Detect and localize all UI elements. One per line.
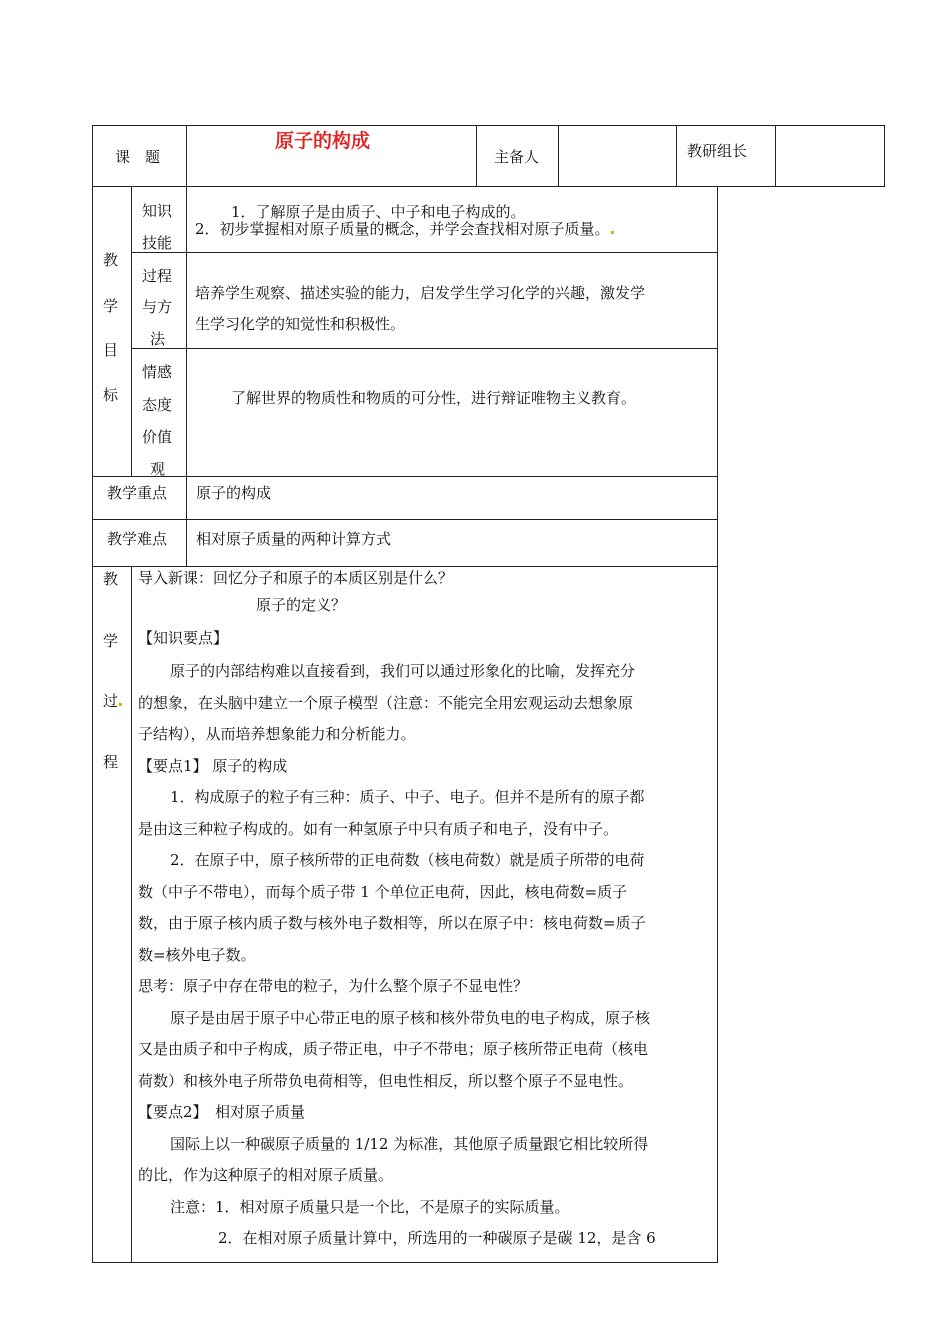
annotation-mark: [119, 703, 122, 706]
process-line: 又是由质子和中子构成，质子带正电，中子不带电；原子核所带正电荷（核电: [138, 1040, 649, 1058]
objectives-label-char: 教: [103, 251, 119, 269]
process-line: 2．在原子中，原子核所带的正电荷数（核电荷数）就是质子所带的电荷: [170, 851, 645, 869]
process-line: 数（中子不带电），而每个质子带 1 个单位正电荷，因此，核电荷数=质子: [138, 882, 628, 901]
key-point-label: 教学重点: [107, 484, 168, 502]
objectives-label-divider: [131, 186, 132, 477]
emotion-label-line: 观: [150, 460, 166, 478]
process-label-divider: [131, 566, 132, 1263]
process-line: 数=核外电子数。: [138, 945, 256, 964]
emotion-text: 了解世界的物质性和物质的可分性，进行辩证唯物主义教育。: [231, 389, 637, 407]
key-point-value: 原子的构成: [196, 484, 272, 502]
knowledge-text-line: 1．了解原子是由质子、中子和电子构成的。: [231, 203, 526, 221]
process-line: 原子的内部结构难以直接看到，我们可以通过形象化的比喻，发挥充分: [170, 662, 636, 680]
process-text-line: 生学习化学的知觉性和积极性。: [195, 315, 406, 333]
table-top-border: [92, 125, 885, 126]
process-label-char: 程: [103, 753, 119, 771]
difficulty-value: 相对原子质量的两种计算方式: [196, 530, 392, 548]
process-line: 2．在相对原子质量计算中，所选用的一种碳原子是碳 12，是含 6: [218, 1229, 656, 1247]
process-line: 思考：原子中存在带电的粒子，为什么整个原子不显电性？: [138, 977, 529, 995]
process-label-line: 与方: [142, 298, 173, 316]
process-line: 导入新课：回忆分子和原子的本质区别是什么？: [138, 569, 454, 587]
process-line: 是由这三种粒子构成的。如有一种氢原子中只有质子和电子，没有中子。: [138, 819, 619, 838]
process-text-line: 培养学生观察、描述实验的能力，启发学生学习化学的兴趣，激发学: [195, 284, 646, 302]
emotion-label-line: 态度: [142, 396, 173, 414]
process-label-char: 过: [103, 690, 123, 711]
process-line: 【要点2】 相对原子质量: [138, 1103, 306, 1121]
header-col-3: [558, 125, 559, 187]
process-line: 原子是由居于原子中心带正电的原子核和核外带负电的电子构成，原子核: [170, 1008, 651, 1027]
emotion-label-line: 情感: [142, 363, 173, 381]
table-left-border: [92, 125, 93, 1263]
process-line: 原子的定义？: [256, 596, 347, 614]
header-row-bottom: [92, 186, 885, 187]
process-line: 【要点1】 原子的构成: [138, 756, 288, 775]
table-right-border: [717, 186, 718, 1263]
objectives-label-char: 目: [103, 341, 119, 359]
knowledge-label-line: 技能: [142, 234, 173, 252]
header-col-2: [476, 125, 477, 187]
header-col-1: [186, 125, 187, 187]
process-line: 注意：1．相对原子质量只是一个比，不是原子的实际质量。: [170, 1197, 570, 1216]
topic-label: 课 题: [115, 148, 161, 166]
process-line: 子结构），从而培养想象能力和分析能力。: [138, 725, 416, 743]
process-label-char: 学: [103, 632, 119, 650]
emotion-label-line: 价值: [142, 428, 173, 446]
process-line: 的比，作为这种原子的相对原子质量。: [138, 1166, 394, 1184]
page-title: 原子的构成: [275, 130, 371, 152]
annotation-mark: [611, 231, 614, 234]
team-leader-label: 教研组长: [687, 142, 748, 160]
table-right-border-header: [884, 125, 885, 187]
process-line: 国际上以一种碳原子质量的 1/12 为标准，其他原子质量跟它相比较所得: [170, 1134, 649, 1153]
knowledge-text-line: 2．初步掌握相对原子质量的概念，并学会查找相对原子质量。: [195, 219, 615, 239]
table-bottom-border: [92, 1262, 718, 1263]
process-row-bottom: [131, 348, 718, 349]
preparer-label: 主备人: [494, 148, 540, 166]
process-body: [138, 566, 713, 1255]
process-label-line: 法: [150, 330, 166, 348]
process-line: 数，由于原子核内质子数与核外电子数相等，所以在原子中：核电荷数=质子: [138, 914, 646, 932]
process-line: 荷数）和核外电子所带负电荷相等，但电性相反，所以整个原子不显电性。: [138, 1071, 634, 1090]
process-label-char: 教: [103, 570, 119, 588]
keypoint-divider: [186, 476, 187, 567]
objectives-label-char: 标: [103, 386, 119, 404]
process-line: 1．构成原子的粒子有三种：质子、中子、电子。但并不是所有的原子都: [170, 788, 645, 806]
knowledge-row-bottom: [131, 252, 718, 253]
header-col-4: [676, 125, 677, 187]
knowledge-label-line: 知识: [142, 202, 173, 220]
header-col-5: [775, 125, 776, 187]
process-label-line: 过程: [142, 267, 173, 285]
difficulty-label: 教学难点: [107, 530, 168, 548]
process-line: 【知识要点】: [138, 629, 229, 647]
objectives-label-char: 学: [103, 297, 119, 315]
process-line: 的想象，在头脑中建立一个原子模型（注意：不能完全用宏观运动去想象原: [138, 693, 634, 712]
objectives-sublabel-divider: [186, 186, 187, 477]
